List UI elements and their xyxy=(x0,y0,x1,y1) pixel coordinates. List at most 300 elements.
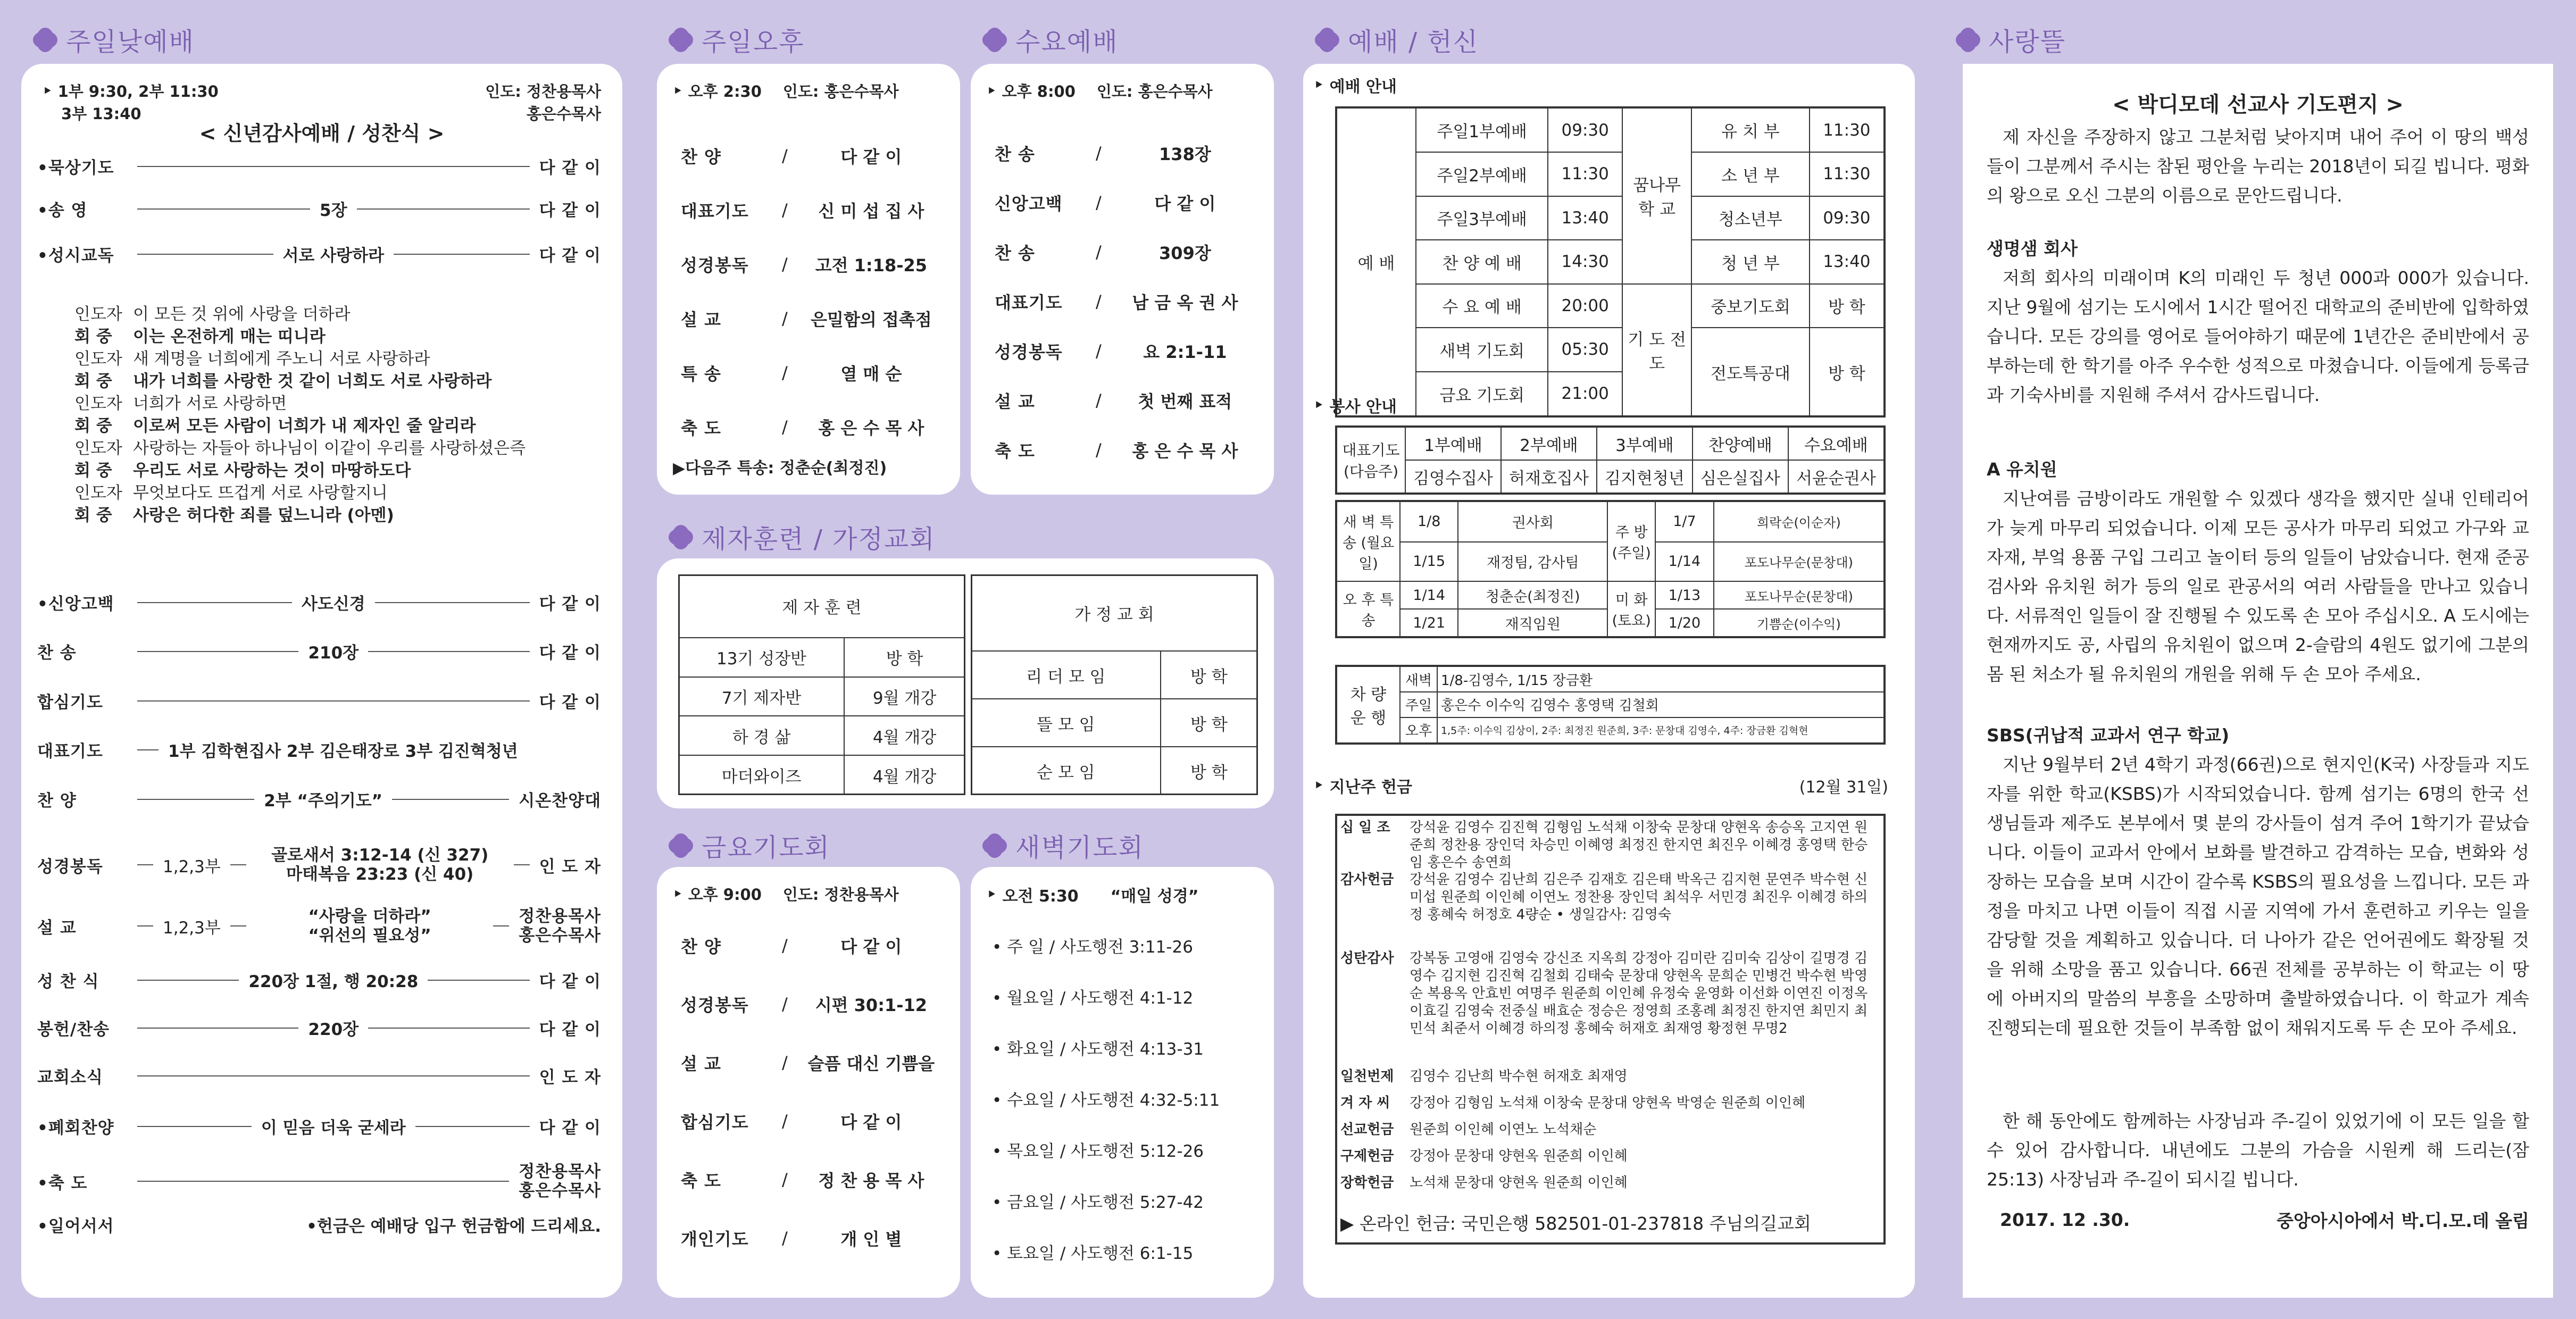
prayer-time: 방 학 xyxy=(1810,284,1885,328)
prayer-label: 기 도 전 도 xyxy=(1622,284,1691,416)
special-row xyxy=(1336,501,1885,542)
worship-name: 새벽 기도회 xyxy=(1416,328,1548,371)
order-label: 찬 양 xyxy=(37,791,77,811)
service-leader: 인도: 정찬용목사 xyxy=(485,82,601,101)
discipleship-table: 제 자 훈 련 13기 성장반 방 학 7기 제자반 9월 개강 하 경 삶 4월 개강 마더와이즈 4월 개강 xyxy=(678,574,965,795)
dawn-title: “매일 성경” xyxy=(1110,887,1199,906)
order-item: 개인기도 / 개 인 별 xyxy=(681,1226,944,1250)
friday-time: 오후 9:00 xyxy=(688,886,762,904)
card-sunday-afternoon xyxy=(657,64,960,495)
order-right: 다 같 이 xyxy=(539,1020,601,1039)
order-value: 고전 1:18-25 xyxy=(815,255,928,276)
worship-table xyxy=(1335,106,1886,418)
school-name: 청 년 부 xyxy=(1691,240,1810,283)
school-time: 11:30 xyxy=(1810,152,1885,196)
order-label: 개인기도 xyxy=(681,1229,749,1249)
order-item xyxy=(37,738,601,762)
litany-speaker: 인도자 xyxy=(74,394,122,413)
litany-speaker: 인도자 xyxy=(74,483,122,503)
dawn-reading: • 월요일 / 사도행전 4:1-12 xyxy=(992,989,1194,1008)
order-value: 홍 은 수 목 사 xyxy=(1132,441,1238,461)
section-header-worship: 예배 / 헌신 xyxy=(1314,21,1479,58)
worship-name: 주일3부예배 xyxy=(1416,196,1548,240)
order-value: 첫 번째 표적 xyxy=(1138,391,1232,412)
special-team: 재직임원 xyxy=(1458,609,1607,637)
dawn-reading: • 주 일 / 사도행전 3:11-26 xyxy=(992,938,1193,957)
home-church-row xyxy=(971,747,1257,795)
discipleship-row xyxy=(679,716,965,755)
flower-icon xyxy=(32,27,59,53)
order-label: •축 도 xyxy=(37,1173,88,1193)
order-item xyxy=(37,1064,601,1088)
worship-label: 예 배 xyxy=(1336,107,1416,416)
service-name: 허재호집사 xyxy=(1501,460,1597,494)
dawn-reading: • 토요일 / 사도행전 6:1-15 xyxy=(992,1244,1194,1263)
litany-text: 무엇보다도 뜨겁게 서로 사랑할지니 xyxy=(133,483,388,503)
order-item xyxy=(37,787,601,811)
order-label: 성경봉독 xyxy=(681,255,749,276)
litany-line xyxy=(74,479,612,503)
flower-icon xyxy=(981,832,1008,859)
letter-title: < 박디모데 선교사 기도편지 > xyxy=(2112,93,2404,117)
special-row xyxy=(1336,581,1885,609)
order-item: 대표기도 / 남 금 옥 권 사 xyxy=(995,289,1258,314)
special-team: 권사회 xyxy=(1458,501,1607,542)
sermon-b: “위선의 필요성” xyxy=(308,926,431,945)
sermon-a: “사랑을 더하라” xyxy=(308,907,431,926)
pm-special-label: 오 후 특 송 xyxy=(1336,581,1400,637)
school-label: 꿈나무 학 교 xyxy=(1622,107,1691,284)
order-label: 설 교 xyxy=(37,918,77,938)
order-label: •일어서서 xyxy=(37,1217,114,1236)
order-item: 찬 양 / 다 같 이 xyxy=(681,144,944,168)
order-item xyxy=(37,907,601,945)
order-mid: 사도신경 xyxy=(301,595,365,614)
order-label: 설 교 xyxy=(681,310,721,330)
duty-date: 1/20 xyxy=(1655,609,1713,637)
prayer-name: 중보기도회 xyxy=(1691,284,1810,328)
order-mid: 1부 김학현집사 2부 김은태장로 3부 김진혁청년 xyxy=(168,742,518,761)
order-value: 다 같 이 xyxy=(840,1112,902,1132)
offering-type: 감사헌금 xyxy=(1340,872,1394,888)
litany-text: 내가 너희를 사랑한 것 같이 너희도 서로 사랑하라 xyxy=(133,372,492,391)
worship-time: 13:40 xyxy=(1548,196,1622,240)
order-label: 합심기도 xyxy=(37,693,103,712)
offering-row xyxy=(1340,950,1880,1038)
offering-row xyxy=(1340,1068,1880,1086)
offering-title: 지난주 헌금 xyxy=(1329,778,1412,797)
car-time: 오후 xyxy=(1400,717,1437,744)
worship-name: 주일2부예배 xyxy=(1416,152,1548,196)
litany-speaker: 회 중 xyxy=(74,416,112,436)
school-name: 소 년 부 xyxy=(1691,152,1810,196)
triangle-icon: ‣ xyxy=(1314,396,1330,415)
car-drivers: 1/8-김영수, 1/15 장금환 xyxy=(1437,666,1885,692)
table-cell: 4월 개강 xyxy=(844,755,965,795)
friday-leader: 인도: 정찬용목사 xyxy=(782,886,899,904)
worship-time: 14:30 xyxy=(1548,240,1622,283)
worship-name: 찬 양 예 배 xyxy=(1416,240,1548,283)
service-name: 심은실집사 xyxy=(1693,460,1788,494)
reading-b: 마태복음 23:23 (신 40) xyxy=(286,865,474,884)
offering-type: 겨 자 씨 xyxy=(1340,1095,1390,1111)
letter-s2-body: 지난여름 금방이라도 개원할 수 있겠다 생각을 했지만 실내 인테리어가 늦게 마무리 되었습니다. 이제 모든 공사가 마무리 되었고 가구와 교자재, 부엌 용품 구입 그리고 놀이터 등의 일들이 남았습니다. 현재 준공검사와 유치원 허가 등의 일로 관공서의 여러 사람들을 만나고 있습니다. 서류적인 일들이 잘 진행될 수 있도록 손 모아 주십시오. A 도시에는 현재까지도 공, 사립의 유치원이 없으며 2-슬람의 4원도 없기에 그분의 몸 된 처소가 될 유치원의 개원을 위해 두 손 모아 주세요. xyxy=(1987,488,2529,684)
order-mid: 220장 1절, 행 20:28 xyxy=(248,972,419,991)
special-date: 1/8 xyxy=(1400,501,1458,542)
order-label: •성시교독 xyxy=(37,246,114,265)
card-wednesday xyxy=(971,64,1274,495)
order-item: 성경봉독 / 요 2:1-11 xyxy=(995,339,1258,363)
afternoon-leader: 인도: 홍은수목사 xyxy=(782,82,899,101)
dawn-special-label: 새 벽 특 송 (월요일) xyxy=(1336,501,1400,581)
prayer-name: 전도특공대 xyxy=(1691,328,1810,416)
litany-text: 이로써 모든 사람이 너희가 내 제자인 줄 알리라 xyxy=(133,416,476,436)
order-label: 봉헌/찬송 xyxy=(37,1020,110,1039)
offering-type: 일천번제 xyxy=(1340,1068,1394,1084)
litany-speaker: 인도자 xyxy=(74,349,122,369)
order-value: 요 2:1-11 xyxy=(1143,342,1227,362)
order-item xyxy=(37,1016,601,1040)
wednesday-leader: 인도: 홍은수목사 xyxy=(1096,82,1213,101)
order-label: 찬 송 xyxy=(995,243,1035,263)
order-item xyxy=(37,197,601,221)
offering-names: 강정아 문창대 양현옥 원준희 이인혜 xyxy=(1410,1148,1628,1164)
beauty-label: 미 화 (토요) xyxy=(1607,581,1655,637)
order-label: 신앙고백 xyxy=(995,194,1063,214)
order-value: 시편 30:1-12 xyxy=(815,995,928,1015)
worship-row xyxy=(1336,284,1885,328)
offering-box xyxy=(1335,814,1886,1245)
flower-icon xyxy=(1955,27,1981,53)
worship-row xyxy=(1336,107,1885,152)
duty-date: 1/7 xyxy=(1655,501,1713,542)
order-right: 다 같 이 xyxy=(539,972,602,991)
sermon-preacher-1: 정찬용목사 xyxy=(519,907,601,926)
order-item: 특 송 / 열 매 순 xyxy=(681,361,944,385)
duty-team: 포도나무순(문창대) xyxy=(1714,581,1885,609)
service-time: 1부 9:30, 2부 11:30 xyxy=(57,82,219,101)
card-dawn xyxy=(971,867,1274,1298)
worship-guide-title: 예배 안내 xyxy=(1329,78,1397,96)
order-value: 138장 xyxy=(1159,144,1211,164)
litany-line xyxy=(74,323,612,347)
car-row xyxy=(1336,717,1885,744)
worship-time: 05:30 xyxy=(1548,328,1622,371)
discipleship-row xyxy=(679,755,965,795)
offering-row xyxy=(1340,871,1880,924)
section-header-sunday-afternoon: 주일오후 xyxy=(668,21,804,58)
duty-date: 1/13 xyxy=(1655,581,1713,609)
letter-intro: 제 자신을 주장하지 않고 그분처럼 낮아지며 내어 주어 이 땅의 백성들이 그분께서 주시는 참된 평안을 누리는 2018년이 되길 빕니다. 평화의 왕으로 오신 그분의 이름으로 문안드립니다. xyxy=(1987,127,2529,206)
service-head-row xyxy=(1336,427,1885,460)
order-right: 다 같 이 xyxy=(539,158,601,178)
service-name: 서윤순권사 xyxy=(1788,460,1885,494)
offering-names: 강석윤 김영수 김난희 김은주 김재호 김은태 박옥근 김지현 문연주 박수현 신미섭 원준희 이인혜 이연노 정찬용 장인덕 최석우 서민경 최진우 이혜경 하의정 홍혜숙 허정호 4량순 • 생일감사: 김영숙 xyxy=(1410,872,1868,923)
order-item xyxy=(37,590,601,614)
special-team: 청춘순(최정진) xyxy=(1458,581,1607,609)
sermon-sub: 1,2,3부 xyxy=(163,918,221,938)
order-mid: 2부 “주의기도” xyxy=(264,791,383,811)
dawn-time: 오전 5:30 xyxy=(1002,887,1079,906)
letter-s3-title: SBS(귀납적 교과서 연구 학교) xyxy=(1987,725,2230,746)
worship-row xyxy=(1336,152,1885,196)
order-value: 열 매 순 xyxy=(840,364,902,384)
special-team: 재정팀, 감사팀 xyxy=(1458,542,1607,582)
order-item xyxy=(37,846,601,884)
section-header-dawn: 새벽기도회 xyxy=(981,827,1144,864)
triangle-icon: ‣ xyxy=(1314,776,1330,795)
table-cell: 순 모 임 xyxy=(971,747,1161,795)
order-item: 축 도 / 홍 은 수 목 사 xyxy=(681,415,944,439)
litany-speaker: 회 중 xyxy=(74,506,112,525)
order-label: 성경봉독 xyxy=(681,995,749,1015)
litany-speaker: 회 중 xyxy=(74,327,112,346)
card-worship xyxy=(1303,64,1915,1298)
order-item: 설 교 / 은밀함의 접촉점 xyxy=(681,306,944,331)
duty-team: 포도나무순(문창대) xyxy=(1714,542,1885,582)
order-mid: 210장 xyxy=(308,644,359,663)
letter-s1-title: 생명샘 회사 xyxy=(1987,238,2078,259)
table-cell: 7기 제자반 xyxy=(679,677,844,716)
order-label: •신앙고백 xyxy=(37,595,114,614)
table-cell: 뜰 모 임 xyxy=(971,699,1161,747)
special-date: 1/15 xyxy=(1400,542,1458,582)
car-label: 차 량 운 행 xyxy=(1336,666,1400,744)
order-item xyxy=(37,1114,601,1138)
order-right: 시온찬양대 xyxy=(519,791,602,811)
service-head: 찬양예배 xyxy=(1693,427,1788,460)
order-label: •묵상기도 xyxy=(37,158,114,178)
flower-icon xyxy=(668,832,694,859)
offering-row xyxy=(1340,1095,1880,1112)
order-label: 찬 송 xyxy=(995,144,1035,164)
table-cell: 하 경 삶 xyxy=(679,716,844,755)
order-item: 신앙고백 / 다 같 이 xyxy=(995,190,1258,215)
table-cell: 4월 개강 xyxy=(844,716,965,755)
order-label: 대표기도 xyxy=(995,293,1063,313)
special-date: 1/21 xyxy=(1400,609,1458,637)
school-time: 11:30 xyxy=(1810,107,1885,152)
order-right: 다 같 이 xyxy=(539,644,601,663)
blessing-1: 정찬용목사 xyxy=(519,1162,601,1181)
duty-date: 1/14 xyxy=(1655,542,1713,582)
blessing-2: 홍은수목사 xyxy=(519,1181,601,1200)
offering-row xyxy=(1340,1121,1880,1139)
school-time: 09:30 xyxy=(1810,196,1885,240)
order-label: 축 도 xyxy=(681,418,721,438)
order-mid: 5장 xyxy=(320,201,347,220)
triangle-icon: ‣ xyxy=(987,81,1002,100)
flower-icon xyxy=(668,524,694,550)
litany-line xyxy=(74,457,612,481)
offering-date: (12월 31일) xyxy=(1799,778,1888,797)
order-label: 특 송 xyxy=(681,364,721,384)
offering-names: 원준희 이인혜 이연노 노석채순 xyxy=(1410,1122,1597,1138)
order-item: 찬 양 / 다 같 이 xyxy=(681,933,944,958)
order-label: 축 도 xyxy=(995,441,1035,461)
order-mid: 220장 xyxy=(308,1020,359,1039)
worship-time: 11:30 xyxy=(1548,152,1622,196)
offering-row xyxy=(1340,819,1880,872)
table-cell: 방 학 xyxy=(1161,747,1257,795)
order-label: 설 교 xyxy=(995,391,1035,412)
section-header-friday: 금요기도회 xyxy=(668,827,830,864)
card-letter xyxy=(1963,64,2553,1298)
offering-names: 노석채 문창대 양현옥 원준희 이인혜 xyxy=(1410,1175,1628,1191)
school-name: 청소년부 xyxy=(1691,196,1810,240)
order-mid: 서로 사랑하라 xyxy=(282,246,385,265)
order-item xyxy=(37,639,601,663)
sermon-preacher-2: 홍은수목사 xyxy=(519,926,601,945)
service-name: 김영수집사 xyxy=(1405,460,1501,494)
worship-name: 수 요 예 배 xyxy=(1416,284,1548,328)
school-name: 유 치 부 xyxy=(1691,107,1810,152)
table-cell: 리 더 모 임 xyxy=(971,651,1161,699)
order-value: 다 같 이 xyxy=(840,147,902,167)
order-right: 다 같 이 xyxy=(539,693,601,712)
service-names-row xyxy=(1336,460,1885,494)
offering-type: 장학헌금 xyxy=(1340,1175,1394,1191)
service-guide-title: 봉사 안내 xyxy=(1329,398,1397,416)
card-sunday-morning xyxy=(21,64,622,1298)
order-right: 인 도 자 xyxy=(539,857,601,876)
order-label: 대표기도 xyxy=(681,201,749,221)
order-right: 다 같 이 xyxy=(539,201,601,220)
order-value: 신 미 섭 집 사 xyxy=(818,201,924,221)
car-drivers: 1,5주: 이수익 김상이, 2주: 최정진 원준희, 3주: 문창대 김영수, 4주: 장금환 김혁현 xyxy=(1437,717,1885,744)
order-value: 은밀함의 접촉점 xyxy=(811,310,932,330)
offering-names: 강석윤 김영수 김진혁 김형임 노석채 이창숙 문창대 양현옥 송승옥 고지연 원준희 정찬용 장인덕 차승민 이혜영 최정진 한지연 최진우 이혜경 홍영택 한승임 홍은수 송연희 xyxy=(1410,820,1868,871)
card-discipleship xyxy=(657,558,1274,808)
order-label: 합심기도 xyxy=(681,1112,749,1132)
order-item xyxy=(37,154,601,178)
table-cell: 13기 성장반 xyxy=(679,638,844,677)
service-title: < 신년감사예배 / 성찬식 > xyxy=(199,122,445,145)
order-item: 축 도 / 정 찬 용 목 사 xyxy=(681,1167,944,1192)
card-friday xyxy=(657,867,960,1298)
worship-time: 21:00 xyxy=(1548,372,1622,416)
section-header-sunday-morning: 주일낮예배 xyxy=(32,21,195,58)
order-item xyxy=(37,968,601,992)
triangle-icon: ‣ xyxy=(673,884,688,903)
car-time: 새벽 xyxy=(1400,666,1437,692)
order-label: 축 도 xyxy=(681,1171,721,1191)
offering-names: 김영수 김난희 박수현 허재호 최재영 xyxy=(1410,1068,1628,1084)
litany-speaker: 인도자 xyxy=(74,305,122,324)
order-item xyxy=(37,1162,601,1200)
order-value: 남 금 옥 권 사 xyxy=(1132,293,1238,313)
table-cell: 방 학 xyxy=(1161,651,1257,699)
litany-line xyxy=(74,390,612,414)
order-value: 홍 은 수 목 사 xyxy=(818,418,924,438)
litany-text: 사랑하는 자들아 하나님이 이같이 우리를 사랑하셨은즉 xyxy=(133,439,526,458)
worship-name: 주일1부예배 xyxy=(1416,107,1548,152)
car-row xyxy=(1336,692,1885,717)
litany-text: 새 계명을 너희에게 주노니 서로 사랑하라 xyxy=(133,349,430,369)
service-head: 대표기도 (다음주) xyxy=(1336,427,1405,494)
home-church-row xyxy=(971,651,1257,699)
offering-type: 성탄감사 xyxy=(1340,950,1394,966)
order-label: 대표기도 xyxy=(37,742,103,761)
worship-time: 20:00 xyxy=(1548,284,1622,328)
section-header-wednesday: 수요예배 xyxy=(981,21,1118,58)
home-church-table: 가 정 교 회 리 더 모 임 방 학 뜰 모 임 방 학 순 모 임 방 학 xyxy=(971,574,1258,795)
flower-icon xyxy=(1314,27,1340,53)
service-head: 2부예배 xyxy=(1501,427,1597,460)
dawn-reading: • 수요일 / 사도행전 4:32-5:11 xyxy=(992,1091,1220,1110)
offering-row xyxy=(1340,1174,1880,1192)
worship-name: 금요 기도회 xyxy=(1416,372,1548,416)
litany-line xyxy=(74,368,612,391)
triangle-icon: ‣ xyxy=(43,81,58,100)
worship-time: 09:30 xyxy=(1548,107,1622,152)
order-label: 찬 양 xyxy=(681,147,721,167)
next-week-special: ▶다음주 특송: 정춘순(최정진) xyxy=(673,459,887,478)
letter-sign: 중앙아시아에서 박.디.모.데 올림 xyxy=(2277,1211,2529,1231)
service-name: 김지현청년 xyxy=(1597,460,1693,494)
offering-type: 구제헌금 xyxy=(1340,1148,1394,1164)
home-church-row xyxy=(971,699,1257,747)
order-value: 개 인 별 xyxy=(840,1229,902,1249)
online-offering: ▶ 온라인 헌금: 국민은행 582501-01-237818 주님의길교회 xyxy=(1340,1213,1811,1234)
offering-names: 강복동 고영애 김영숙 강신조 지옥희 강정아 김미란 김미숙 김상이 길명경 김영수 김지현 김진혁 김철회 김태숙 문창대 양현옥 문희순 민병건 박수현 박영순 복용옥 안효빈 여명주 원준희 이인혜 유정숙 윤영화 이선화 이연진 이정옥 이효길 김영숙 전중실 배효순 정승은 정영희 조홍례 최정진 한지연 최민지 최민석 최준서 이혜경 하의정 홍혜숙 허재호 최재영 황정현 무명2 xyxy=(1410,950,1868,1037)
service-table xyxy=(1335,425,1886,495)
discipleship-row xyxy=(679,677,965,716)
dawn-reading: • 목요일 / 사도행전 5:12-26 xyxy=(992,1142,1204,1161)
service-time-3: 3부 13:40 xyxy=(61,105,141,123)
triangle-icon: ‣ xyxy=(673,81,688,100)
offering-note: •헌금은 예배당 입구 헌금함에 드리세요. xyxy=(306,1217,601,1236)
order-item xyxy=(37,689,601,713)
order-item: 설 교 / 첫 번째 표적 xyxy=(995,388,1258,413)
order-right: 다 같 이 xyxy=(539,595,602,614)
letter-s3-body: 지난 9월부터 2년 4학기 과정(66권)으로 현지인(K국) 사장들과 지도자를 위한 학교(KSBS)가 시작되었습니다. 함께 섬기는 6명의 한국 선생님들과 제주도 본부에서 몇 분의 강사들이 섬겨 주어 1학기가 끝났습니다. 이들이 교과서 안에서 보화를 발견하고 감격하는 모습, 변화와 성장하는 모습을 보며 시간이 갈수록 KSBS의 필요성을 느낍니다. 모든 과정을 마치고 나면 이들이 직접 시골 지역에 가서 훈련하고 키우는 일을 감당할 것을 계획하고 있습니다. 더 나아가 같은 언어권에도 확장될 것을 위해 소망을 품고 있습니다. 66권 전체를 공부하는 이 학교는 이 땅에 아버지의 말씀의 부흥을 소망하며 출발하였습니다. 이 학교가 계속 진행되는데 필요한 것들이 부족함 없이 채워지도록 두 손 모아 주세요. xyxy=(1987,754,2529,1038)
litany-line xyxy=(74,345,612,369)
order-label: 성경봉독 xyxy=(995,342,1063,362)
reading-sub: 1,2,3부 xyxy=(163,857,221,876)
section-header-love: 사랑뜰 xyxy=(1955,21,2066,58)
duty-team: 희락순(이순자) xyxy=(1714,501,1885,542)
school-time: 13:40 xyxy=(1810,240,1885,283)
order-item: 설 교 / 슬픔 대신 기쁨을 xyxy=(681,1050,944,1075)
letter-s2-title: A 유치원 xyxy=(1987,459,2057,480)
order-item: 대표기도 / 신 미 섭 집 사 xyxy=(681,198,944,222)
table-cell: 방 학 xyxy=(844,638,965,677)
litany-line xyxy=(74,300,612,324)
order-item xyxy=(37,1213,601,1237)
order-item: 찬 송 / 138장 xyxy=(995,141,1258,165)
order-value: 슬픔 대신 기쁨을 xyxy=(807,1054,935,1074)
letter-s1-body: 저희 회사의 미래이며 K의 미래인 두 청년 000과 000가 있습니다. 지난 9월에 섬기는 도시에서 1시간 떨어진 대학교의 준비반에 입학하였습니다. 모든 강의를 영어로 들어야하기 때문에 1년간은 준비반에서 공부하는데 한 학기를 아주 우수한 성적으로 마쳤습니다. 이들에게 등록금과 기숙사비를 지원해 주셔서 감사드립니다. xyxy=(1987,268,2529,405)
order-right: 다 같 이 xyxy=(539,1118,602,1138)
special-date: 1/14 xyxy=(1400,581,1458,609)
worship-row xyxy=(1336,196,1885,240)
dawn-reading: • 금요일 / 사도행전 5:27-42 xyxy=(992,1193,1204,1212)
offering-names: 강정아 김형임 노석채 이창숙 문창대 양현옥 박영순 원준희 이인혜 xyxy=(1410,1095,1806,1111)
offering-row xyxy=(1340,1148,1880,1165)
letter-closing: 한 해 동안에도 함께하는 사장님과 주-길이 있었기에 이 모든 일을 할 수 있어 감사합니다. 내년에도 그분의 가슴을 시원케 해 드리는(잠25:13) 사장님과 주-길이 되시길 빕니다. xyxy=(1987,1111,2529,1190)
car-time: 주일 xyxy=(1400,692,1437,717)
car-drivers: 홍은수 이수익 김영수 홍영택 김철회 xyxy=(1437,692,1885,717)
order-mid: 이 믿음 더욱 굳세라 xyxy=(261,1118,406,1138)
order-label: 찬 양 xyxy=(681,937,721,957)
offering-type: 선교헌금 xyxy=(1340,1122,1394,1138)
special-table xyxy=(1335,500,1886,638)
litany-line xyxy=(74,412,612,436)
duty-team: 기쁨순(이수익) xyxy=(1714,609,1885,637)
order-label: 찬 송 xyxy=(37,644,77,663)
table-cell: 9월 개강 xyxy=(844,677,965,716)
